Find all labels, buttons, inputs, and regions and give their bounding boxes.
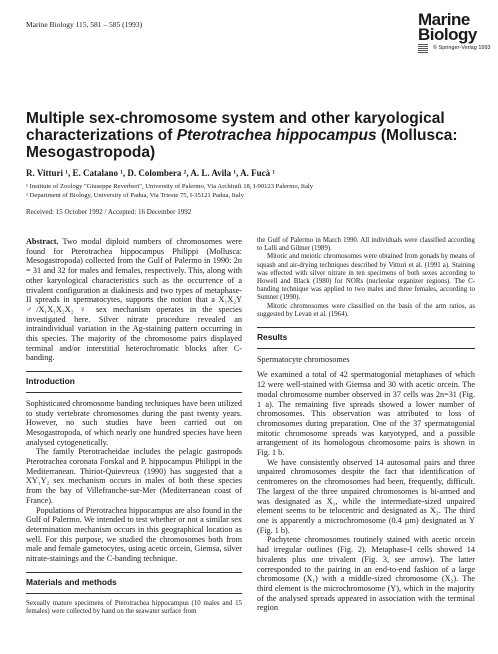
- intro-paragraph: Sophisticated chromosome banding techniques have been utilized to study vertebrate chromosomes during the past twenty years. However, no such studies have been carried out on Mesogastropoda, of which nearly one hundred species have been analysed cytogenetically.: [26, 398, 242, 447]
- materials-paragraph: Sexually mature specimens of Pterotrachea hippocampus (10 males and 15 females) were collected by hand on the seawater surface from: [26, 599, 242, 615]
- section-divider: [257, 327, 475, 328]
- abstract-label: Abstract.: [26, 237, 59, 246]
- introduction-heading: Introduction: [26, 376, 75, 387]
- journal-logo: [418, 10, 491, 51]
- affiliation-1: ¹ Institute of Zoology "Giuseppe Reverberi", University of Palermo, Via Archirafi 18, I-90123 Palermo, Italy: [26, 183, 314, 190]
- title-part2: (Mollusca: Mesogastropoda): [26, 127, 458, 161]
- left-column: [26, 237, 242, 616]
- logo-marine-text: Marine: [418, 10, 470, 29]
- title-part1: Multiple sex-chromosome system and other karyological characterizations of: [26, 110, 445, 144]
- section-divider: [26, 371, 242, 372]
- logo-biology-text: Biology: [418, 25, 477, 44]
- abstract: [26, 237, 242, 363]
- section-divider: [26, 392, 242, 393]
- intro-paragraph: The family Pterotracheidae includes the pelagic gastropods Pterotrachea coronata Forskal and P. hippocampus Philippi in the Mediterranean. Thiriot-Quievreux (1990) has suggested that a XY₁Y₂ sex mechanism occurs in males of both these species from the bay of Villefranche-sur-Mer (Mediterranean coast of France).: [26, 447, 242, 505]
- affiliation-2: ² Department of Biology, University of Padua, Via Trieste 75, I-35121 Padua, Italy: [26, 192, 244, 199]
- title-species: Pterotrachea hippocampus: [176, 127, 377, 144]
- methods-paragraph: Mitotic chromosomes were classified on the basis of the arm ratios, as suggested by Levan et al. (1964).: [257, 302, 475, 318]
- intro-paragraph: Populations of Pterotrachea hippocampus are also found in the Gulf of Palermo. We intended to test whether or not a similar sex determination mechanism occurs in this geographical location as well. For this purpose, we studied the chromosomes both from male and female gametocytes, using acetic orcein, Giemsa, silver nitrate-stainings and the C-banding technique.: [26, 505, 242, 564]
- section-divider: [26, 593, 242, 594]
- section-divider: [257, 348, 475, 349]
- received-dates: Received: 15 October 1992 / Accepted: 16 December 1992: [26, 208, 192, 216]
- section-divider: [26, 572, 242, 573]
- methods-paragraph: Mitotic and meiotic chromosomes were obtained from gonads by means of squash and air-drying techniques described by Vitturi et al. (1991 a). Staining was effected with silver nitrate in ten specimens of both sexes according to Howell and Black (1980) for NORs (nucleolar organizer regions). The C-banding technique was applied to two males and three females, according to Sumner (1990).: [257, 253, 475, 302]
- results-subheading: Spermatocyte chromosomes: [257, 354, 350, 364]
- paper-title: [26, 110, 476, 161]
- logo-fineprint-graphic: [418, 44, 428, 53]
- authors-line: R. Vitturi ¹, E. Catalano ¹, D. Colombera ², A. L. Avila ¹, A. Fucà ¹: [26, 168, 276, 178]
- methods-paragraph: the Gulf of Palermo in March 1990. All individuals were classified according to Lalli and Gilmer (1989).: [257, 237, 475, 253]
- results-paragraph: We have consistently observed 14 autosomal pairs and three unpaired chromosomes despite the fact that identification of centromeres on the chromosomes had been, frequently, difficult. The largest of the three unpaired chromosomes is bi-armed and was designated as X₁, while the intermediate-sized unpaired element seems to be telocentric and designated as X₂. The third one is apparently a microchromosome (0.4 µm) designated as Y (Fig. 1 b).: [257, 457, 475, 535]
- results-paragraph: Pachytene chromosomes routinely stained with acetic orcein had irregular outlines (Fig. 2). Metaphase-I cells showed 14 bivalents plus one trivalent (Fig. 3, see arrow). The latter corresponded to the pairing in an end-to-end fashion of a large chromosome (X₁) with a middle-sized chromosome (X₂). The third element is the microchromosome (Y), which in the majority of the analysed spreads appeared in association with the terminal region: [257, 535, 475, 613]
- right-column: [257, 237, 475, 613]
- journal-reference: Marine Biology 115, 581 – 585 (1993): [26, 20, 143, 29]
- results-heading: Results: [257, 332, 288, 343]
- abstract-text: Two modal diploid numbers of chromosomes were found for Pterotrachea hippocampus Philippi (Mollusca: Mesogastropoda) collected from the Gulf of Palermo in 1990: 2n = 31 and 32 for males and females, respectively. This, along with other karyological characteristics such as the occurrence of a trivalent configuration at diakinesis and two types of metaphase-II spreads in spermatocytes, supports the notion that a X₁X₂Y ♂/X₁X₁X₂X₂ ♀ sex mechanism operates in the species investigated here. Silver nitrate procedure revealed an intraindividual variation in the Ag-staining pattern occurring in this species. The majority of the chromosome pairs displayed terminal and/or interstitial heterochromatic blocks after C-banding.: [26, 237, 242, 363]
- logo-springer-credit: © Springer-Verlag 1993: [433, 45, 491, 51]
- materials-heading: Materials and methods: [26, 576, 117, 587]
- results-paragraph: We examined a total of 42 spermatogonial metaphases of which 12 were well-stained with Giemsa and 30 with acetic orcein. The modal chromosome number observed in 37 cells was 2n=31 (Fig. 1 a). The remaining five spreads showed a lower number of chromosomes. This observation was attributed to loss of chromosomes during preparation. One of the 37 spermatogonial mitotic chromosome spreads was karyotyped, and a possible arrangement of its homologous chromosome pairs is shown in Fig. 1 b.: [257, 370, 475, 458]
